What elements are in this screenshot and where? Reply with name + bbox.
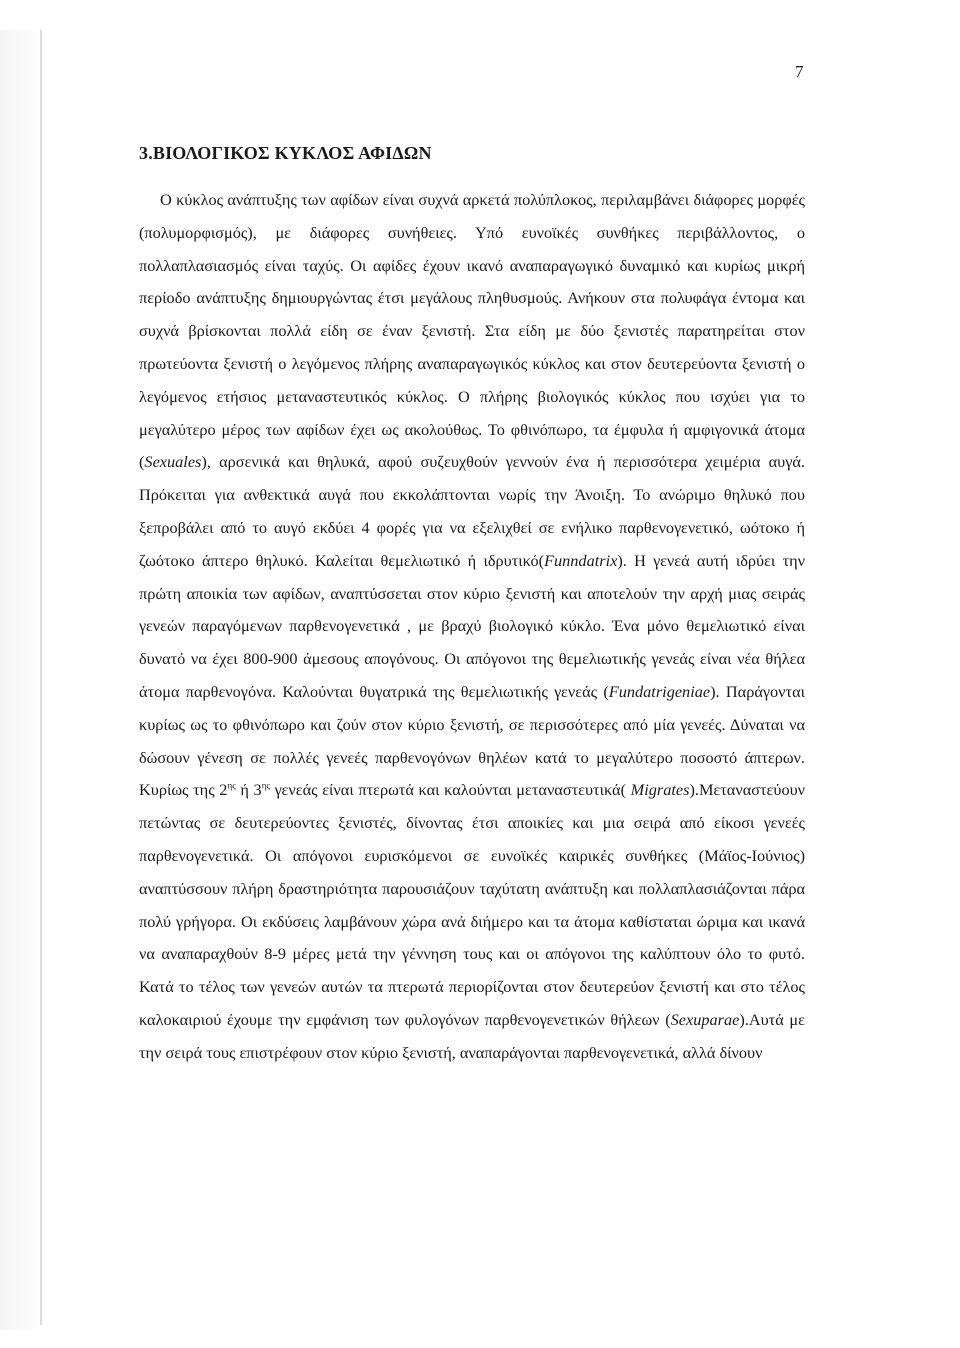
text-run-6: γενεάς είναι πτερωτά και καλούνται μεταναστευτικά( [269,780,631,800]
superscript-ordinal-1: ης [227,780,236,791]
text-run-1: Ο κύκλος ανάπτυξης των αφίδων είναι συχνά αρκετά πολύπλοκος, περιλαμβάνει διάφορες μορφές (πολυμορφισμός), με διάφορες συνήθειες. Υπό ευνοϊκές συνθήκες περιβάλλοντος, ο πολλαπλασιασμός είναι ταχύς. Οι αφίδες έχουν ικανό αναπαραγωγικό δυναμικό και κυρίως μικρή περίοδο ανάπτυξης δημιουργώντας έτσι μεγάλους πληθυσμούς. Ανήκουν στα πολυφάγα έντομα και συχνά βρίσκονται πολλά είδη σε έναν ξενιστή. Στα είδη με δύο ξενιστές παρατηρείται στον πρωτεύοντα ξενιστή ο λεγόμενος πλήρης αναπαραγωγικός κύκλος και στον δευτερεύοντα ξενιστή ο λεγόμενος ετήσιος μεταναστευτικός κύκλος. Ο πλήρης βιολογικός κύκλος που ισχύει για το μεγαλύτερο μέρος των αφίδων έχει ως ακολούθως. Το φθινόπωρο, τα έμφυλα ή αμφιγονικά άτομα ( [139,190,805,472]
scan-binding-line [40,30,42,1325]
text-run-3: ). Η γενεά αυτή ιδρύει την πρώτη αποικία των αφίδων, αναπτύσσεται στον κύριο ξενιστή και αποτελούν την αρχή μιας σειράς γενεών παραγόμενων παρθενογενετικά , με βραχύ βιολογικό κύκλο. Ένα μόνο θεμελιωτικό είναι δυνατό να έχει 800-900 άμεσους απογόνους. Οι απόγονοι της θεμελιωτικής γενεάς είναι νέα θήλεα άτομα παρθενογόνα. Καλούνται θυγατρικά της θεμελιωτικής γενεάς ( [139,550,806,701]
text-run-5: ή 3 [235,780,262,800]
term-sexuparae: Sexuparae [670,1009,740,1029]
term-fundatrigeniae: Fundatrigeniae [608,681,711,701]
text-run-7: ).Μεταναστεύουν πετώντας σε δευτερεύοντες ξενιστές, δίνοντας έτσι αποικίες και μια σειρά από είκοσι γενεές παρθενογενετικά. Οι απόγονοι ευρισκόμενοι σε ευνοϊκές καιρικές συνθήκες (Μάϊος-Ιούνιος) αναπτύσσουν πλήρη δραστηριότητα παρουσιάζουν ταχύτατη ανάπτυξη και πολλαπλασιάζονται πάρα πολύ γρήγορα. Οι εκδύσεις λαμβάνουν χώρα ανά διήμερο και τα άτομα καθίσταται ώριμα και ικανά να αναπαραχθούν 8-9 μέρες μετά την γέννηση τους και οι απόγονοι της καλύπτουν όλο το φυτό. Κατά το τέλος των γενεών αυτών τα πτερωτά περιορίζονται στον δευτερεύον ξενιστή και στο τέλος καλοκαιριού έχουμε την εμφάνιση των φυλογόνων παρθενογενετικών θήλεων ( [139,780,806,1029]
term-migrates: Migrates [630,780,690,800]
term-funndatrix: Funndatrix [544,550,618,570]
scan-shadow [0,30,44,1330]
text-run-8: ).Αυτά με την σειρά τους επιστρέφουν στον κύριο ξενιστή, αναπαράγονται παρθενογενετικά, αλλά δίνουν [139,1009,805,1062]
term-sexuales: Sexuales [144,452,202,472]
body-paragraph [139,184,805,1070]
text-run-2: ), αρσενικά και θηλυκά, αφού συζευχθούν γεννούν ένα ή περισσότερα χειμέρια αυγά. Πρόκειται για ανθεκτικά αυγά που εκκολάπτονται νωρίς την Άνοιξη. Το ανώριμο θηλυκό που ξεπροβάλει από το αυγό εκδύει 4 φορές για να εξελιχθεί σε ενήλικο παρθενογενετικό, ωότοκο ή ζωότοκο άπτερο θηλυκό. Καλείται θεμελιωτικό ή ιδρυτικό( [139,452,805,570]
page-number: 7 [795,62,804,81]
section-heading: 3.ΒΙΟΛΟΓΙΚΟΣ ΚΥΚΛΟΣ ΑΦΙΔΩΝ [139,143,432,163]
superscript-ordinal-2: ης [261,780,270,791]
text-run-4: ). Παράγονται κυρίως ως το φθινόπωρο και ζούν στον κύριο ξενιστή, σε περισσότερες από μία γενεές. Δύναται να δώσουν γένεση σε πολλές γενεές παρθενογόνων θηλέων κατά το μεγαλύτερο ποσοστό άπτερων. Κυρίως της 2 [139,681,806,800]
